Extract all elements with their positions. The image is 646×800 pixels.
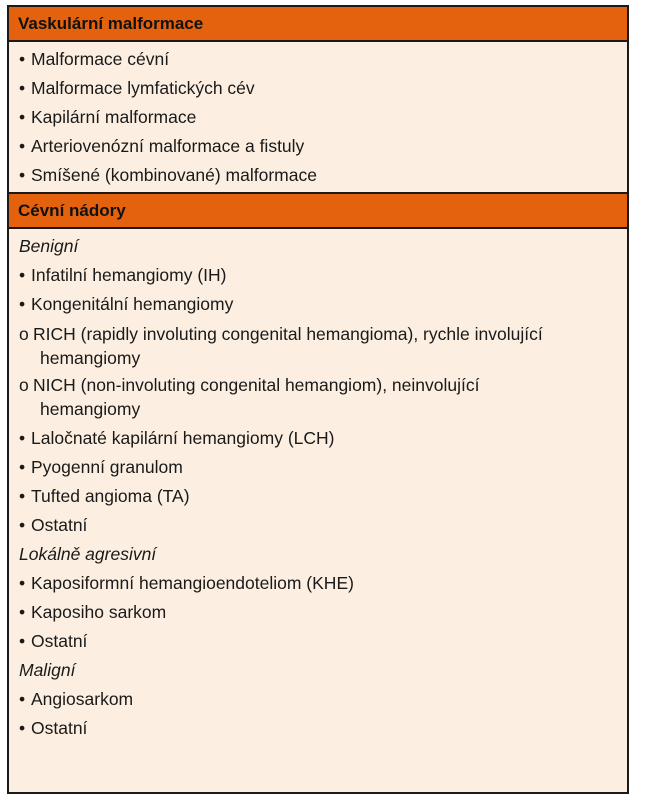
list-item: • Arteriovenózní malformace a fistuly	[19, 136, 305, 156]
section-title: Cévní nádory	[18, 200, 126, 220]
sub-list-item: o NICH (non-involuting congenital hemangiom), neinvolující	[19, 375, 480, 395]
group-label-locally-aggressive: Lokálně agresivní	[19, 544, 157, 564]
list-item: • Ostatní	[19, 631, 88, 651]
list-item: • Infatilní hemangiomy (IH)	[19, 265, 227, 285]
list-item: • Angiosarkom	[19, 689, 134, 709]
list-item: • Laločnaté kapilární hemangiomy (LCH)	[19, 428, 335, 448]
classification-table	[7, 5, 629, 794]
list-item: • Malformace cévní	[19, 49, 170, 69]
list-item: • Pyogenní granulom	[19, 457, 183, 477]
section-header-vascular-malformations	[9, 7, 627, 42]
sub-list-item-continuation: hemangiomy	[40, 399, 141, 419]
section-body-vascular-tumors	[9, 229, 627, 743]
list-item: • Kongenitální hemangiomy	[19, 294, 234, 314]
section-body-vascular-malformations	[9, 42, 627, 192]
list-item: • Malformace lymfatických cév	[19, 78, 255, 98]
list-item: • Ostatní	[19, 718, 88, 738]
list-item: • Tufted angioma (TA)	[19, 486, 190, 506]
group-label-malignant: Maligní	[19, 660, 76, 680]
section-header-vascular-tumors	[9, 192, 627, 229]
sub-list-item-continuation: hemangiomy	[40, 348, 141, 368]
sub-list-item: o RICH (rapidly involuting congenital hemangioma), rychle involující	[19, 324, 543, 344]
section-title: Vaskulární malformace	[18, 13, 204, 33]
group-label-benign: Benigní	[19, 236, 79, 256]
list-item: • Ostatní	[19, 515, 88, 535]
list-item: • Smíšené (kombinované) malformace	[19, 165, 317, 185]
list-item: • Kaposiho sarkom	[19, 602, 167, 622]
list-item: • Kapilární malformace	[19, 107, 197, 127]
list-item: • Kaposiformní hemangioendoteliom (KHE)	[19, 573, 354, 593]
